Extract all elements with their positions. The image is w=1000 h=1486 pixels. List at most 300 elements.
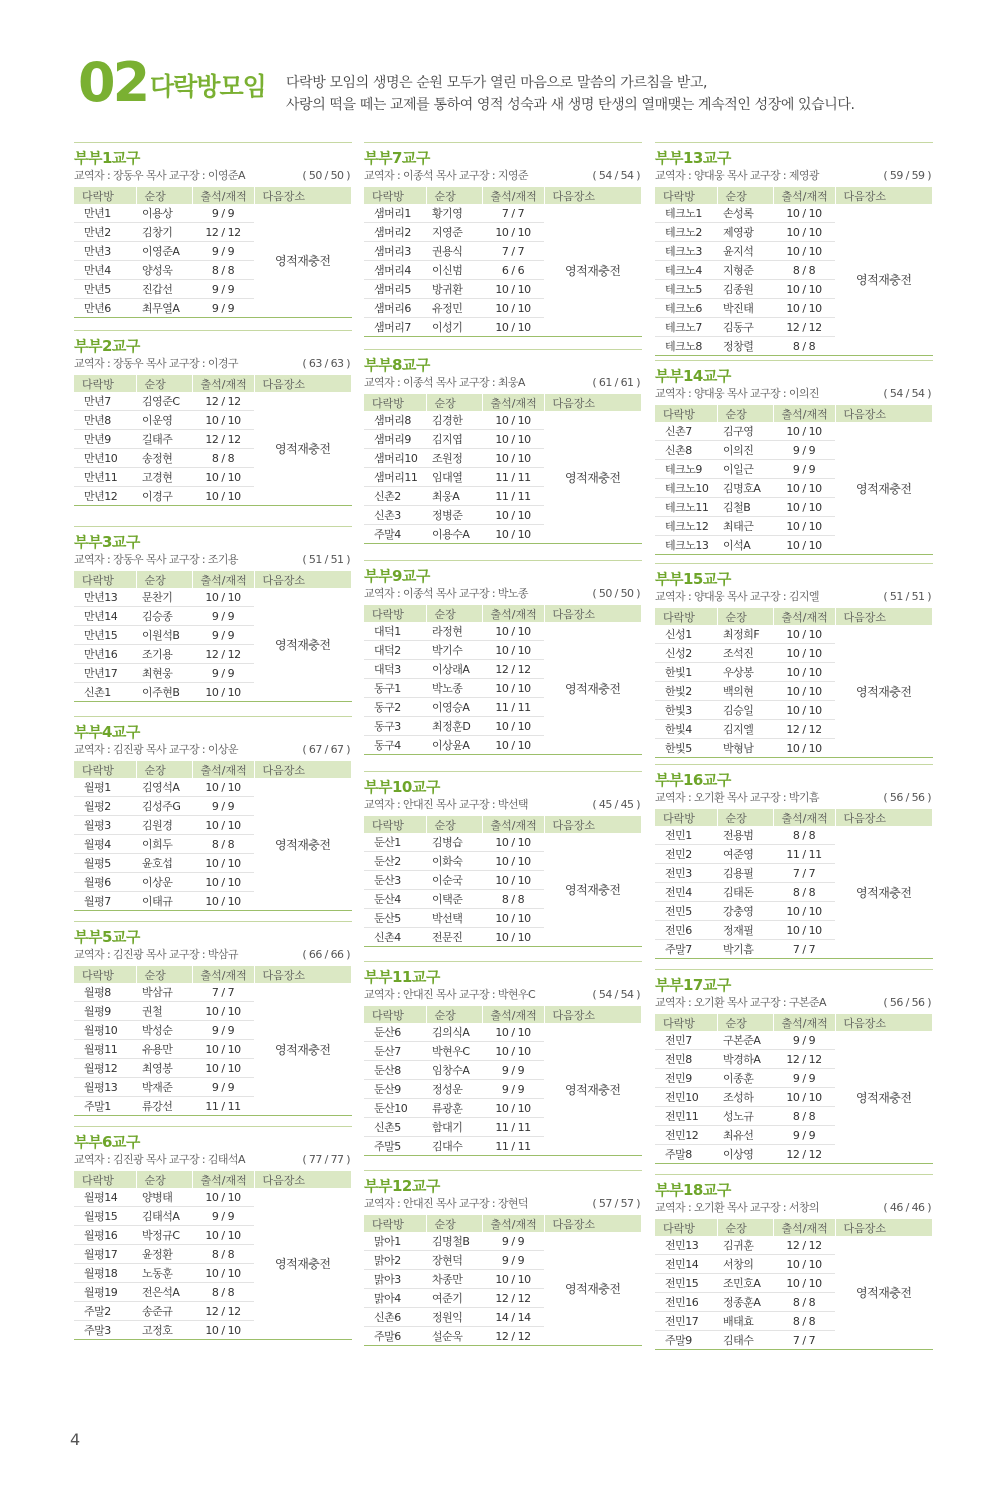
- sunjang-cell: 김경한: [426, 411, 482, 430]
- attendance-cell: 10 / 10: [482, 299, 544, 318]
- sunjang-cell: 이일근: [717, 460, 773, 479]
- table-row: [655, 1236, 933, 1255]
- darak-cell: 만년14: [74, 607, 136, 626]
- attendance-cell: 10 / 10: [482, 833, 544, 852]
- district-table: [655, 1219, 933, 1350]
- attendance-cell: 9 / 9: [192, 1021, 254, 1040]
- next-place-cell: 영적재충전: [254, 1188, 352, 1340]
- darak-cell: 월평19: [74, 1283, 136, 1302]
- attendance-cell: 9 / 9: [773, 1126, 835, 1145]
- next-place-cell: 영적재충전: [544, 1232, 642, 1346]
- darak-cell: 주말5: [364, 1137, 426, 1156]
- district-title: 부부10교구: [364, 778, 440, 796]
- header-att: 출석/재적: [482, 1215, 544, 1232]
- sunjang-cell: 정원익: [426, 1308, 482, 1327]
- next-place-cell: 영적재충전: [835, 1031, 933, 1164]
- darak-cell: 전민17: [655, 1312, 717, 1331]
- district-table: [74, 571, 352, 702]
- darak-cell: 신촌1: [74, 683, 136, 702]
- table-header-row: [655, 405, 933, 422]
- attendance-cell: 10 / 10: [192, 1188, 254, 1207]
- table-row: [364, 204, 642, 223]
- sunjang-cell: 이태규: [136, 892, 192, 911]
- district-count: ( 51 / 51 ): [883, 590, 931, 603]
- sunjang-cell: 차종만: [426, 1270, 482, 1289]
- attendance-cell: 10 / 10: [482, 679, 544, 698]
- attendance-cell: 10 / 10: [482, 641, 544, 660]
- sunjang-cell: 박정규C: [136, 1226, 192, 1245]
- next-place-cell: 영적재충전: [835, 826, 933, 959]
- district-info: [74, 947, 352, 963]
- district-table: [655, 608, 933, 758]
- attendance-cell: 6 / 6: [482, 261, 544, 280]
- district-count: ( 56 / 56 ): [883, 791, 931, 804]
- sunjang-cell: 유용만: [136, 1040, 192, 1059]
- attendance-cell: 10 / 10: [192, 411, 254, 430]
- darak-cell: 신촌8: [655, 441, 717, 460]
- district-table: [655, 405, 933, 555]
- next-place-cell: 영적재충전: [254, 204, 352, 318]
- table-row: [74, 1188, 352, 1207]
- darak-cell: 만년2: [74, 223, 136, 242]
- table-row: [655, 204, 933, 223]
- attendance-cell: 10 / 10: [482, 449, 544, 468]
- district-title: 부부11교구: [364, 968, 440, 986]
- district-block: [655, 764, 933, 959]
- darak-cell: 둔산5: [364, 909, 426, 928]
- sunjang-cell: 최현웅: [136, 664, 192, 683]
- attendance-cell: 10 / 10: [482, 1042, 544, 1061]
- attendance-cell: 9 / 9: [192, 1078, 254, 1097]
- header-att: 출석/재적: [482, 1006, 544, 1023]
- district-block: [364, 961, 642, 1156]
- table-row: [655, 625, 933, 644]
- header-place: 다음장소: [254, 375, 352, 392]
- next-place-cell: 영적재충전: [254, 392, 352, 506]
- darak-cell: 신촌4: [364, 928, 426, 947]
- district-table: [74, 375, 352, 506]
- table-row: [655, 826, 933, 845]
- header-darak: 다락방: [364, 816, 426, 833]
- header-place: 다음장소: [254, 187, 352, 204]
- table-header-row: [655, 608, 933, 625]
- attendance-cell: 10 / 10: [482, 1023, 544, 1042]
- darak-cell: 테크노4: [655, 261, 717, 280]
- darak-cell: 테크노10: [655, 479, 717, 498]
- district-count: ( 77 / 77 ): [302, 1153, 350, 1166]
- district-table: [364, 394, 642, 544]
- description-line-1: 다락방 모임의 생명은 순원 모두가 열린 마음으로 말씀의 가르침을 받고,: [286, 75, 708, 91]
- attendance-cell: 10 / 10: [773, 498, 835, 517]
- attendance-cell: 10 / 10: [773, 625, 835, 644]
- darak-cell: 둔산7: [364, 1042, 426, 1061]
- sunjang-cell: 윤정환: [136, 1245, 192, 1264]
- header-att: 출석/재적: [192, 761, 254, 778]
- darak-cell: 둔산3: [364, 871, 426, 890]
- header-darak: 다락방: [74, 761, 136, 778]
- district-table: [74, 187, 352, 318]
- sunjang-cell: 김구영: [717, 422, 773, 441]
- table-header-row: [364, 1215, 642, 1232]
- sunjang-cell: 이상윤A: [426, 736, 482, 755]
- darak-cell: 월평16: [74, 1226, 136, 1245]
- attendance-cell: 10 / 10: [773, 422, 835, 441]
- darak-cell: 신촌6: [364, 1308, 426, 1327]
- attendance-cell: 9 / 9: [192, 242, 254, 261]
- header-sun: 순장: [426, 394, 482, 411]
- next-place-cell: 영적재충전: [835, 204, 933, 356]
- sunjang-cell: 박기수: [426, 641, 482, 660]
- district-title: 부부15교구: [655, 570, 731, 588]
- attendance-cell: 10 / 10: [192, 1040, 254, 1059]
- header-darak: 다락방: [74, 1171, 136, 1188]
- attendance-cell: 11 / 11: [482, 1137, 544, 1156]
- sunjang-cell: 박재준: [136, 1078, 192, 1097]
- sunjang-cell: 김철B: [717, 498, 773, 517]
- next-place-cell: 영적재충전: [254, 983, 352, 1116]
- district-count: ( 50 / 50 ): [592, 587, 640, 600]
- darak-cell: 신촌2: [364, 487, 426, 506]
- sunjang-cell: 라정현: [426, 622, 482, 641]
- header-sun: 순장: [717, 187, 773, 204]
- district-staff: 교역자 : 오기환 목사 교구장 : 박기흠: [655, 791, 819, 804]
- darak-cell: 만년1: [74, 204, 136, 223]
- sunjang-cell: 조민호A: [717, 1274, 773, 1293]
- table-header-row: [74, 187, 352, 204]
- district-info: [655, 790, 933, 806]
- attendance-cell: 10 / 10: [773, 701, 835, 720]
- attendance-cell: 10 / 10: [773, 479, 835, 498]
- district-title: 부부18교구: [655, 1181, 731, 1199]
- district-staff: 교역자 : 오기환 목사 교구장 : 구본준A: [655, 996, 826, 1009]
- district-title: 부부4교구: [74, 723, 140, 741]
- district-block: [74, 1126, 352, 1340]
- table-header-row: [74, 571, 352, 588]
- attendance-cell: 10 / 10: [773, 1274, 835, 1293]
- darak-cell: 전민16: [655, 1293, 717, 1312]
- sunjang-cell: 박형남: [717, 739, 773, 758]
- sunjang-cell: 전문진: [426, 928, 482, 947]
- attendance-cell: 10 / 10: [192, 892, 254, 911]
- district-title: 부부9교구: [364, 567, 430, 585]
- district-table: [74, 966, 352, 1116]
- sunjang-cell: 권철: [136, 1002, 192, 1021]
- darak-cell: 신촌7: [655, 422, 717, 441]
- darak-cell: 전민12: [655, 1126, 717, 1145]
- darak-cell: 주말6: [364, 1327, 426, 1346]
- darak-cell: 만년9: [74, 430, 136, 449]
- column-1: [74, 142, 352, 1340]
- attendance-cell: 10 / 10: [192, 854, 254, 873]
- attendance-cell: 10 / 10: [192, 1264, 254, 1283]
- district-staff: 교역자 : 장동우 목사 교구장 : 조기용: [74, 553, 238, 566]
- attendance-cell: 10 / 10: [773, 921, 835, 940]
- attendance-cell: 12 / 12: [192, 430, 254, 449]
- sunjang-cell: 전용범: [717, 826, 773, 845]
- district-block: [655, 969, 933, 1164]
- darak-cell: 샘머리6: [364, 299, 426, 318]
- darak-cell: 주말4: [364, 525, 426, 544]
- attendance-cell: 10 / 10: [482, 506, 544, 525]
- sunjang-cell: 양성욱: [136, 261, 192, 280]
- district-count: ( 56 / 56 ): [883, 996, 931, 1009]
- next-place-cell: 영적재충전: [544, 411, 642, 544]
- header-darak: 다락방: [655, 608, 717, 625]
- table-row: [655, 422, 933, 441]
- district-table: [364, 1215, 642, 1346]
- header-att: 출석/재적: [482, 394, 544, 411]
- header-darak: 다락방: [364, 1215, 426, 1232]
- sunjang-cell: 김승일: [717, 701, 773, 720]
- sunjang-cell: 조기용: [136, 645, 192, 664]
- attendance-cell: 10 / 10: [773, 280, 835, 299]
- sunjang-cell: 최무열A: [136, 299, 192, 318]
- attendance-cell: 9 / 9: [192, 204, 254, 223]
- darak-cell: 샘머리3: [364, 242, 426, 261]
- attendance-cell: 8 / 8: [192, 835, 254, 854]
- district-count: ( 66 / 66 ): [302, 948, 350, 961]
- attendance-cell: 10 / 10: [773, 682, 835, 701]
- next-place-cell: 영적재충전: [544, 1023, 642, 1156]
- darak-cell: 월평7: [74, 892, 136, 911]
- attendance-cell: 11 / 11: [192, 1097, 254, 1116]
- district-count: ( 54 / 54 ): [592, 169, 640, 182]
- attendance-cell: 8 / 8: [192, 1245, 254, 1264]
- next-place-cell: 영적재충전: [835, 1236, 933, 1350]
- attendance-cell: 10 / 10: [192, 468, 254, 487]
- district-table: [364, 605, 642, 755]
- attendance-cell: 7 / 7: [482, 204, 544, 223]
- sunjang-cell: 정성운: [426, 1080, 482, 1099]
- attendance-cell: 12 / 12: [773, 1050, 835, 1069]
- header-sun: 순장: [717, 1014, 773, 1031]
- attendance-cell: 9 / 9: [482, 1251, 544, 1270]
- sunjang-cell: 이석A: [717, 536, 773, 555]
- district-table: [74, 761, 352, 911]
- darak-cell: 전민3: [655, 864, 717, 883]
- district-info: [364, 168, 642, 184]
- header-place: 다음장소: [835, 1219, 933, 1236]
- sunjang-cell: 여준영: [717, 845, 773, 864]
- darak-cell: 전민7: [655, 1031, 717, 1050]
- district-block: [655, 563, 933, 758]
- district-info: [655, 995, 933, 1011]
- attendance-cell: 10 / 10: [482, 909, 544, 928]
- district-info: [364, 1196, 642, 1212]
- darak-cell: 둔산1: [364, 833, 426, 852]
- table-row: [74, 778, 352, 797]
- district-block: [364, 349, 642, 544]
- darak-cell: 테크노13: [655, 536, 717, 555]
- district-table: [655, 809, 933, 959]
- attendance-cell: 10 / 10: [482, 223, 544, 242]
- header-place: 다음장소: [544, 1215, 642, 1232]
- header-darak: 다락방: [74, 187, 136, 204]
- sunjang-cell: 이택준: [426, 890, 482, 909]
- header-darak: 다락방: [655, 809, 717, 826]
- district-title: 부부16교구: [655, 771, 731, 789]
- district-title: 부부3교구: [74, 533, 140, 551]
- header-sun: 순장: [426, 1006, 482, 1023]
- next-place-cell: 영적재충전: [254, 778, 352, 911]
- attendance-cell: 10 / 10: [482, 411, 544, 430]
- page-number: 4: [70, 1430, 81, 1449]
- header-sun: 순장: [136, 187, 192, 204]
- header-att: 출석/재적: [773, 1219, 835, 1236]
- district-title: 부부12교구: [364, 1177, 440, 1195]
- darak-cell: 한빛5: [655, 739, 717, 758]
- darak-cell: 만년3: [74, 242, 136, 261]
- attendance-cell: 10 / 10: [773, 299, 835, 318]
- darak-cell: 만년15: [74, 626, 136, 645]
- header-place: 다음장소: [835, 405, 933, 422]
- header-att: 출석/재적: [192, 375, 254, 392]
- header-place: 다음장소: [544, 394, 642, 411]
- header-place: 다음장소: [254, 966, 352, 983]
- sunjang-cell: 김원경: [136, 816, 192, 835]
- sunjang-cell: 성노규: [717, 1107, 773, 1126]
- header-darak: 다락방: [364, 1006, 426, 1023]
- attendance-cell: 10 / 10: [773, 644, 835, 663]
- darak-cell: 동구3: [364, 717, 426, 736]
- darak-cell: 맑아1: [364, 1232, 426, 1251]
- darak-cell: 샘머리8: [364, 411, 426, 430]
- darak-cell: 테크노9: [655, 460, 717, 479]
- darak-cell: 둔산9: [364, 1080, 426, 1099]
- district-info: [74, 742, 352, 758]
- district-title: 부부8교구: [364, 356, 430, 374]
- attendance-cell: 10 / 10: [482, 318, 544, 337]
- district-table: [655, 187, 933, 356]
- attendance-cell: 9 / 9: [773, 441, 835, 460]
- attendance-cell: 10 / 10: [482, 736, 544, 755]
- column-3: [655, 142, 933, 1350]
- sunjang-cell: 황기영: [426, 204, 482, 223]
- district-staff: 교역자 : 장동우 목사 교구장 : 이경구: [74, 357, 238, 370]
- darak-cell: 전민10: [655, 1088, 717, 1107]
- table-header-row: [364, 816, 642, 833]
- sunjang-cell: 지형준: [717, 261, 773, 280]
- district-block: [364, 1170, 642, 1346]
- next-place-cell: 영적재충전: [544, 622, 642, 755]
- darak-cell: 만년7: [74, 392, 136, 411]
- sunjang-cell: 이영승A: [426, 698, 482, 717]
- district-table: [364, 187, 642, 337]
- attendance-cell: 7 / 7: [482, 242, 544, 261]
- attendance-cell: 7 / 7: [773, 1331, 835, 1350]
- sunjang-cell: 김동구: [717, 318, 773, 337]
- sunjang-cell: 최유선: [717, 1126, 773, 1145]
- darak-cell: 주말3: [74, 1321, 136, 1340]
- table-header-row: [655, 1014, 933, 1031]
- header-place: 다음장소: [835, 608, 933, 625]
- darak-cell: 한빛3: [655, 701, 717, 720]
- darak-cell: 만년6: [74, 299, 136, 318]
- header-darak: 다락방: [655, 1219, 717, 1236]
- header-darak: 다락방: [655, 405, 717, 422]
- attendance-cell: 10 / 10: [192, 1226, 254, 1245]
- attendance-cell: 12 / 12: [482, 660, 544, 679]
- attendance-cell: 14 / 14: [482, 1308, 544, 1327]
- district-title: 부부13교구: [655, 149, 731, 167]
- darak-cell: 만년10: [74, 449, 136, 468]
- attendance-cell: 10 / 10: [773, 242, 835, 261]
- district-info: [364, 586, 642, 602]
- sunjang-cell: 전은석A: [136, 1283, 192, 1302]
- header-place: 다음장소: [254, 571, 352, 588]
- darak-cell: 대덕2: [364, 641, 426, 660]
- attendance-cell: 10 / 10: [773, 663, 835, 682]
- attendance-cell: 10 / 10: [482, 1099, 544, 1118]
- header-att: 출석/재적: [773, 187, 835, 204]
- sunjang-cell: 박기흠: [717, 940, 773, 959]
- district-table: [74, 1171, 352, 1340]
- sunjang-cell: 양병태: [136, 1188, 192, 1207]
- header-place: 다음장소: [835, 187, 933, 204]
- sunjang-cell: 권용식: [426, 242, 482, 261]
- darak-cell: 월평10: [74, 1021, 136, 1040]
- sunjang-cell: 이경구: [136, 487, 192, 506]
- sunjang-cell: 김태수: [717, 1331, 773, 1350]
- header-sun: 순장: [136, 966, 192, 983]
- darak-cell: 월평15: [74, 1207, 136, 1226]
- district-staff: 교역자 : 양대웅 목사 교구장 : 이의진: [655, 387, 819, 400]
- sunjang-cell: 김태석A: [136, 1207, 192, 1226]
- header-att: 출석/재적: [773, 1014, 835, 1031]
- header-att: 출석/재적: [192, 571, 254, 588]
- darak-cell: 전민11: [655, 1107, 717, 1126]
- district-block: [364, 142, 642, 337]
- district-count: ( 67 / 67 ): [302, 743, 350, 756]
- sunjang-cell: 박진태: [717, 299, 773, 318]
- attendance-cell: 11 / 11: [482, 468, 544, 487]
- header-darak: 다락방: [364, 394, 426, 411]
- attendance-cell: 12 / 12: [773, 720, 835, 739]
- sunjang-cell: 최정훈D: [426, 717, 482, 736]
- sunjang-cell: 조성하: [717, 1088, 773, 1107]
- district-staff: 교역자 : 양대웅 목사 교구장 : 제영광: [655, 169, 819, 182]
- district-block: [364, 560, 642, 755]
- sunjang-cell: 방귀환: [426, 280, 482, 299]
- darak-cell: 월평5: [74, 854, 136, 873]
- darak-cell: 테크노12: [655, 517, 717, 536]
- district-info: [74, 356, 352, 372]
- darak-cell: 전민6: [655, 921, 717, 940]
- district-title: 부부7교구: [364, 149, 430, 167]
- district-staff: 교역자 : 안대진 목사 교구장 : 박현우C: [364, 988, 536, 1001]
- header-sun: 순장: [136, 571, 192, 588]
- header-darak: 다락방: [74, 375, 136, 392]
- sunjang-cell: 임창수A: [426, 1061, 482, 1080]
- header-sun: 순장: [717, 608, 773, 625]
- sunjang-cell: 함대기: [426, 1118, 482, 1137]
- attendance-cell: 8 / 8: [773, 1293, 835, 1312]
- darak-cell: 월평9: [74, 1002, 136, 1021]
- sunjang-cell: 이원석B: [136, 626, 192, 645]
- district-staff: 교역자 : 이종석 목사 교구장 : 최웅A: [364, 376, 525, 389]
- attendance-cell: 10 / 10: [773, 536, 835, 555]
- sunjang-cell: 강충영: [717, 902, 773, 921]
- sunjang-cell: 손성록: [717, 204, 773, 223]
- table-row: [364, 833, 642, 852]
- darak-cell: 만년16: [74, 645, 136, 664]
- sunjang-cell: 여준기: [426, 1289, 482, 1308]
- table-header-row: [655, 809, 933, 826]
- attendance-cell: 8 / 8: [773, 826, 835, 845]
- header-darak: 다락방: [74, 966, 136, 983]
- sunjang-cell: 김영석A: [136, 778, 192, 797]
- header-place: 다음장소: [254, 1171, 352, 1188]
